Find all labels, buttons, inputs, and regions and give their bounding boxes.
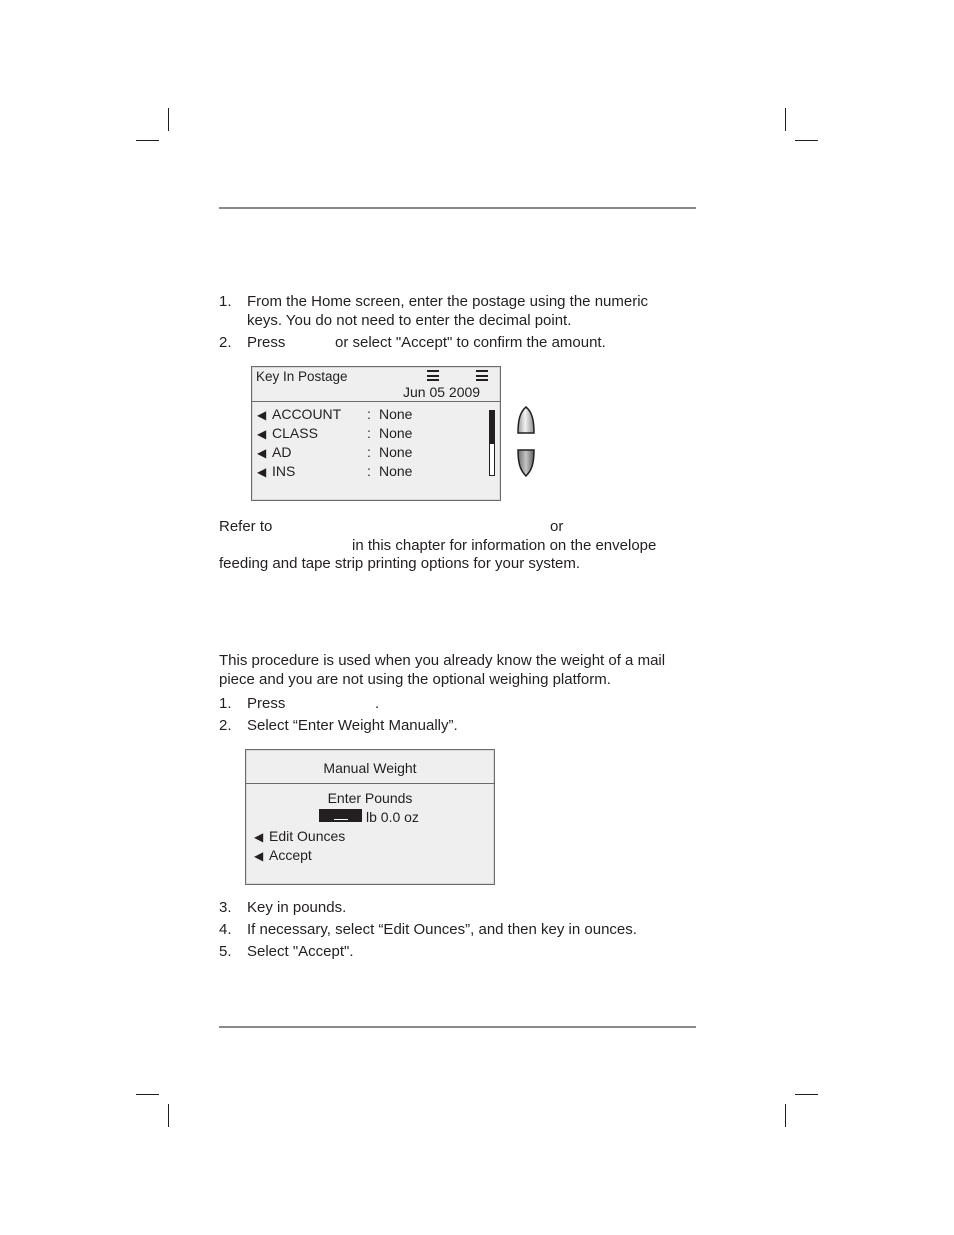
select-arrow-icon: ◀ xyxy=(257,408,267,422)
menu-icon xyxy=(476,370,488,381)
row-label: ACCOUNT xyxy=(272,406,342,422)
row-value: None xyxy=(379,406,413,422)
step-number: 2. xyxy=(219,717,232,734)
crop-mark xyxy=(136,140,159,141)
option-label: Accept xyxy=(269,847,312,863)
step-text: Press xyxy=(247,334,286,351)
option-label: Edit Ounces xyxy=(269,828,346,844)
row-separator: : xyxy=(367,425,371,441)
select-arrow-icon: ◀ xyxy=(254,830,264,844)
crop-mark xyxy=(136,1094,159,1095)
scroll-up-key-icon[interactable] xyxy=(516,406,536,436)
crop-mark xyxy=(168,1104,169,1127)
row-separator: : xyxy=(367,444,371,460)
crop-mark xyxy=(785,1104,786,1127)
screen-divider xyxy=(252,401,500,402)
screen-divider xyxy=(246,783,494,784)
row-label: CLASS xyxy=(272,425,318,441)
crop-mark xyxy=(795,1094,818,1095)
step-text: keys. You do not need to enter the decimal point. xyxy=(247,312,572,329)
screen-title: Manual Weight xyxy=(323,760,417,776)
key-in-postage-screen xyxy=(251,366,501,501)
header-rule xyxy=(219,207,696,209)
row-label: INS xyxy=(272,463,296,479)
screen-title: Key In Postage xyxy=(256,369,348,384)
step-number: 1. xyxy=(219,695,232,712)
step-number: 3. xyxy=(219,899,232,916)
paragraph-text: feeding and tape strip printing options for your system. xyxy=(219,555,581,572)
step-text: Key in pounds. xyxy=(247,899,347,916)
step-text: If necessary, select “Edit Ounces”, and then key in ounces. xyxy=(247,921,637,938)
paragraph-text: piece and you are not using the optional weighing platform. xyxy=(219,671,611,688)
paragraph-text: in this chapter for information on the envelope xyxy=(352,537,657,554)
row-value: None xyxy=(379,444,413,460)
select-arrow-icon: ◀ xyxy=(257,465,267,479)
menu-icon xyxy=(427,370,439,381)
scroll-down-key-icon[interactable] xyxy=(516,448,536,478)
row-label: AD xyxy=(272,444,292,460)
step-number: 1. xyxy=(219,293,232,310)
step-number: 5. xyxy=(219,943,232,960)
step-text: Select “Enter Weight Manually”. xyxy=(247,717,458,734)
footer-rule xyxy=(219,1026,696,1028)
select-arrow-icon: ◀ xyxy=(257,427,267,441)
row-value: None xyxy=(379,425,413,441)
step-text: Select "Accept". xyxy=(247,943,354,960)
crop-mark xyxy=(168,108,169,131)
step-text: From the Home screen, enter the postage using the numeric xyxy=(247,293,649,310)
step-number: 2. xyxy=(219,334,232,351)
select-arrow-icon: ◀ xyxy=(257,446,267,460)
step-text: . xyxy=(375,695,380,712)
scrollbar-thumb[interactable] xyxy=(490,411,494,444)
row-separator: : xyxy=(367,406,371,422)
paragraph-text: or xyxy=(550,518,564,535)
select-arrow-icon: ◀ xyxy=(254,849,264,863)
manual-weight-screen xyxy=(245,749,495,885)
step-text: or select "Accept" to confirm the amount. xyxy=(335,334,606,351)
crop-mark xyxy=(795,140,818,141)
screen-scrollbar[interactable] xyxy=(489,410,495,476)
weight-suffix: lb 0.0 oz xyxy=(366,809,419,825)
screen-prompt: Enter Pounds xyxy=(327,790,413,806)
paragraph-text: Refer to xyxy=(219,518,273,535)
paragraph-text: This procedure is used when you already know the weight of a mail xyxy=(219,652,666,669)
row-separator: : xyxy=(367,463,371,479)
step-number: 4. xyxy=(219,921,232,938)
pounds-input[interactable] xyxy=(319,809,362,822)
crop-mark xyxy=(785,108,786,131)
step-text: Press xyxy=(247,695,286,712)
screen-date: Jun 05 2009 xyxy=(403,384,481,400)
row-value: None xyxy=(379,463,413,479)
